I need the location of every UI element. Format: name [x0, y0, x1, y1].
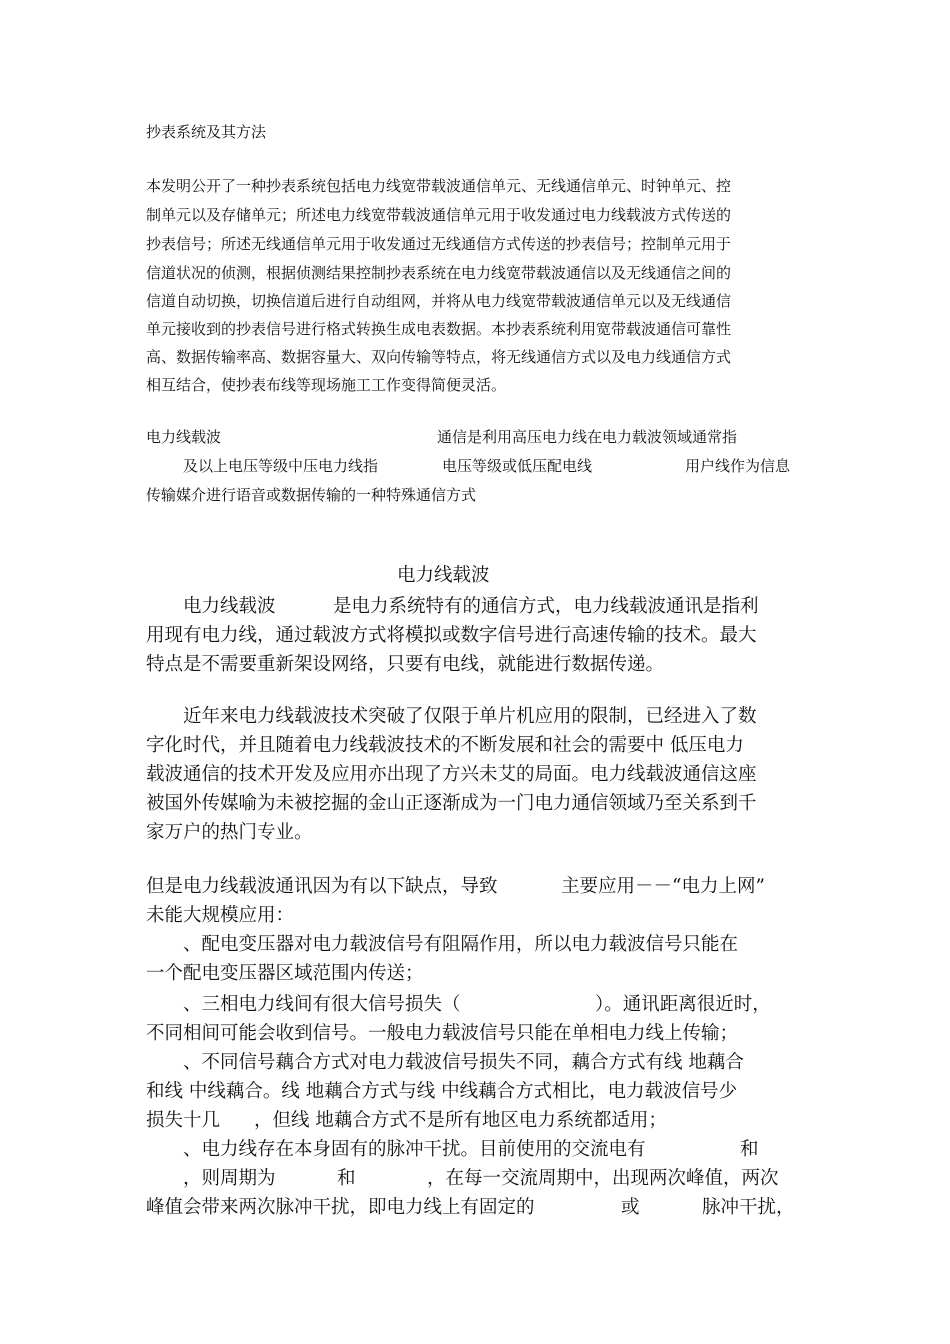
list-item-text: ，但线 地藕合方式不是所有地区电力系统都适用；	[254, 1110, 667, 1131]
list-item-text: 、配电变压器对电力载波信号有阻隔作用，所以电力载波信号只能在	[183, 934, 739, 955]
section-heading: 电力线载波	[397, 565, 490, 586]
body-text: 用现有电力线，通过载波方式将模拟或数字信号进行高速传输的技术。最大	[146, 625, 757, 646]
list-item-text: 、三相电力线间有很大信号损失（	[183, 994, 461, 1015]
abstract-line: 信道状况的侦测，根据侦测结果控制抄表系统在电力线宽带载波通信以及无线通信之间的	[146, 264, 732, 282]
body-text: 主要应用－－“电力上网”	[561, 876, 765, 897]
list-item-text: 、电力线存在本身固有的脉冲干扰。目前使用的交流电有	[183, 1139, 646, 1160]
body-text: 近年来电力线载波技术突破了仅限于单片机应用的限制，已经进入了数	[183, 706, 757, 727]
list-item-text: 一个配电变压器区域范围内传送；	[146, 963, 424, 984]
definition-text: 电力线载波	[146, 428, 222, 446]
abstract-line: 高、数据传输率高、数据容量大、双向传输等特点，将无线通信方式以及电力线通信方式	[146, 348, 732, 366]
definition-text: 通信是利用高压电力线在电力载波领域通常指	[437, 428, 738, 446]
body-text: 是电力系统特有的通信方式，电力线载波通讯是指利	[333, 596, 759, 617]
abstract-line: 单元接收到的抄表信号进行格式转换生成电表数据。本抄表系统利用宽带载波通信可靠性	[146, 320, 732, 338]
body-text: 但是电力线载波通讯因为有以下缺点，导致	[146, 876, 498, 897]
document-title: 抄表系统及其方法	[146, 123, 267, 141]
body-text: 未能大规模应用：	[146, 905, 295, 926]
list-item-text: 损失十几	[146, 1110, 221, 1131]
abstract-line: 信道自动切换，切换信道后进行自动组网，并将从电力线宽带载波通信单元以及无线通信	[146, 292, 732, 310]
definition-text: 传输媒介进行语音或数据传输的一种特殊通信方式	[146, 486, 477, 504]
body-text: 字化时代，并且随着电力线载波技术的不断发展和社会的需要中 低压电力	[146, 735, 744, 756]
body-text: 电力线载波	[183, 596, 276, 617]
list-item-text: ，则周期为	[183, 1168, 276, 1189]
list-item-text: 和线 中线藕合。线 地藕合方式与线 中线藕合方式相比，电力载波信号少	[146, 1081, 738, 1102]
list-item-text: 或	[621, 1197, 640, 1218]
abstract-line: 本发明公开了一种抄表系统包括电力线宽带载波通信单元、无线通信单元、时钟单元、控	[146, 177, 732, 195]
list-item-text: 、不同信号藕合方式对电力载波信号损失不同，藕合方式有线 地藕合	[183, 1052, 744, 1073]
list-item-text: 峰值会带来两次脉冲干扰，即电力线上有固定的	[146, 1197, 535, 1218]
body-text: 被国外传媒喻为未被挖掘的金山正逐渐成为一门电力通信领域乃至关系到千	[146, 793, 757, 814]
abstract-line: 相互结合，使抄表布线等现场施工工作变得简便灵活。	[146, 376, 507, 394]
body-text: 载波通信的技术开发及应用亦出现了方兴未艾的局面。电力线载波通信这座	[146, 764, 757, 785]
abstract-line: 制单元以及存储单元；所述电力线宽带载波通信单元用于收发通过电力线载波方式传送的	[146, 206, 732, 224]
definition-text: 电压等级或低压配电线	[442, 457, 593, 475]
list-item-text: ）。通讯距离很近时，	[595, 994, 771, 1015]
abstract-line: 抄表信号；所述无线通信单元用于收发通过无线通信方式传送的抄表信号；控制单元用于	[146, 235, 732, 253]
definition-text: 及以上电压等级中压电力线指	[183, 457, 379, 475]
list-item-text: 脉冲干扰，	[702, 1197, 795, 1218]
list-item-text: 和	[740, 1139, 759, 1160]
body-text: 家万户的热门专业。	[146, 822, 313, 843]
list-item-text: 和	[337, 1168, 356, 1189]
body-text: 特点是不需要重新架设网络，只要有电线，就能进行数据传递。	[146, 654, 665, 675]
definition-text: 用户线作为信息	[685, 457, 791, 475]
list-item-text: ，在每一交流周期中，出现两次峰值，两次	[427, 1168, 779, 1189]
list-item-text: 不同相间可能会收到信号。一般电力载波信号只能在单相电力线上传输；	[146, 1023, 739, 1044]
